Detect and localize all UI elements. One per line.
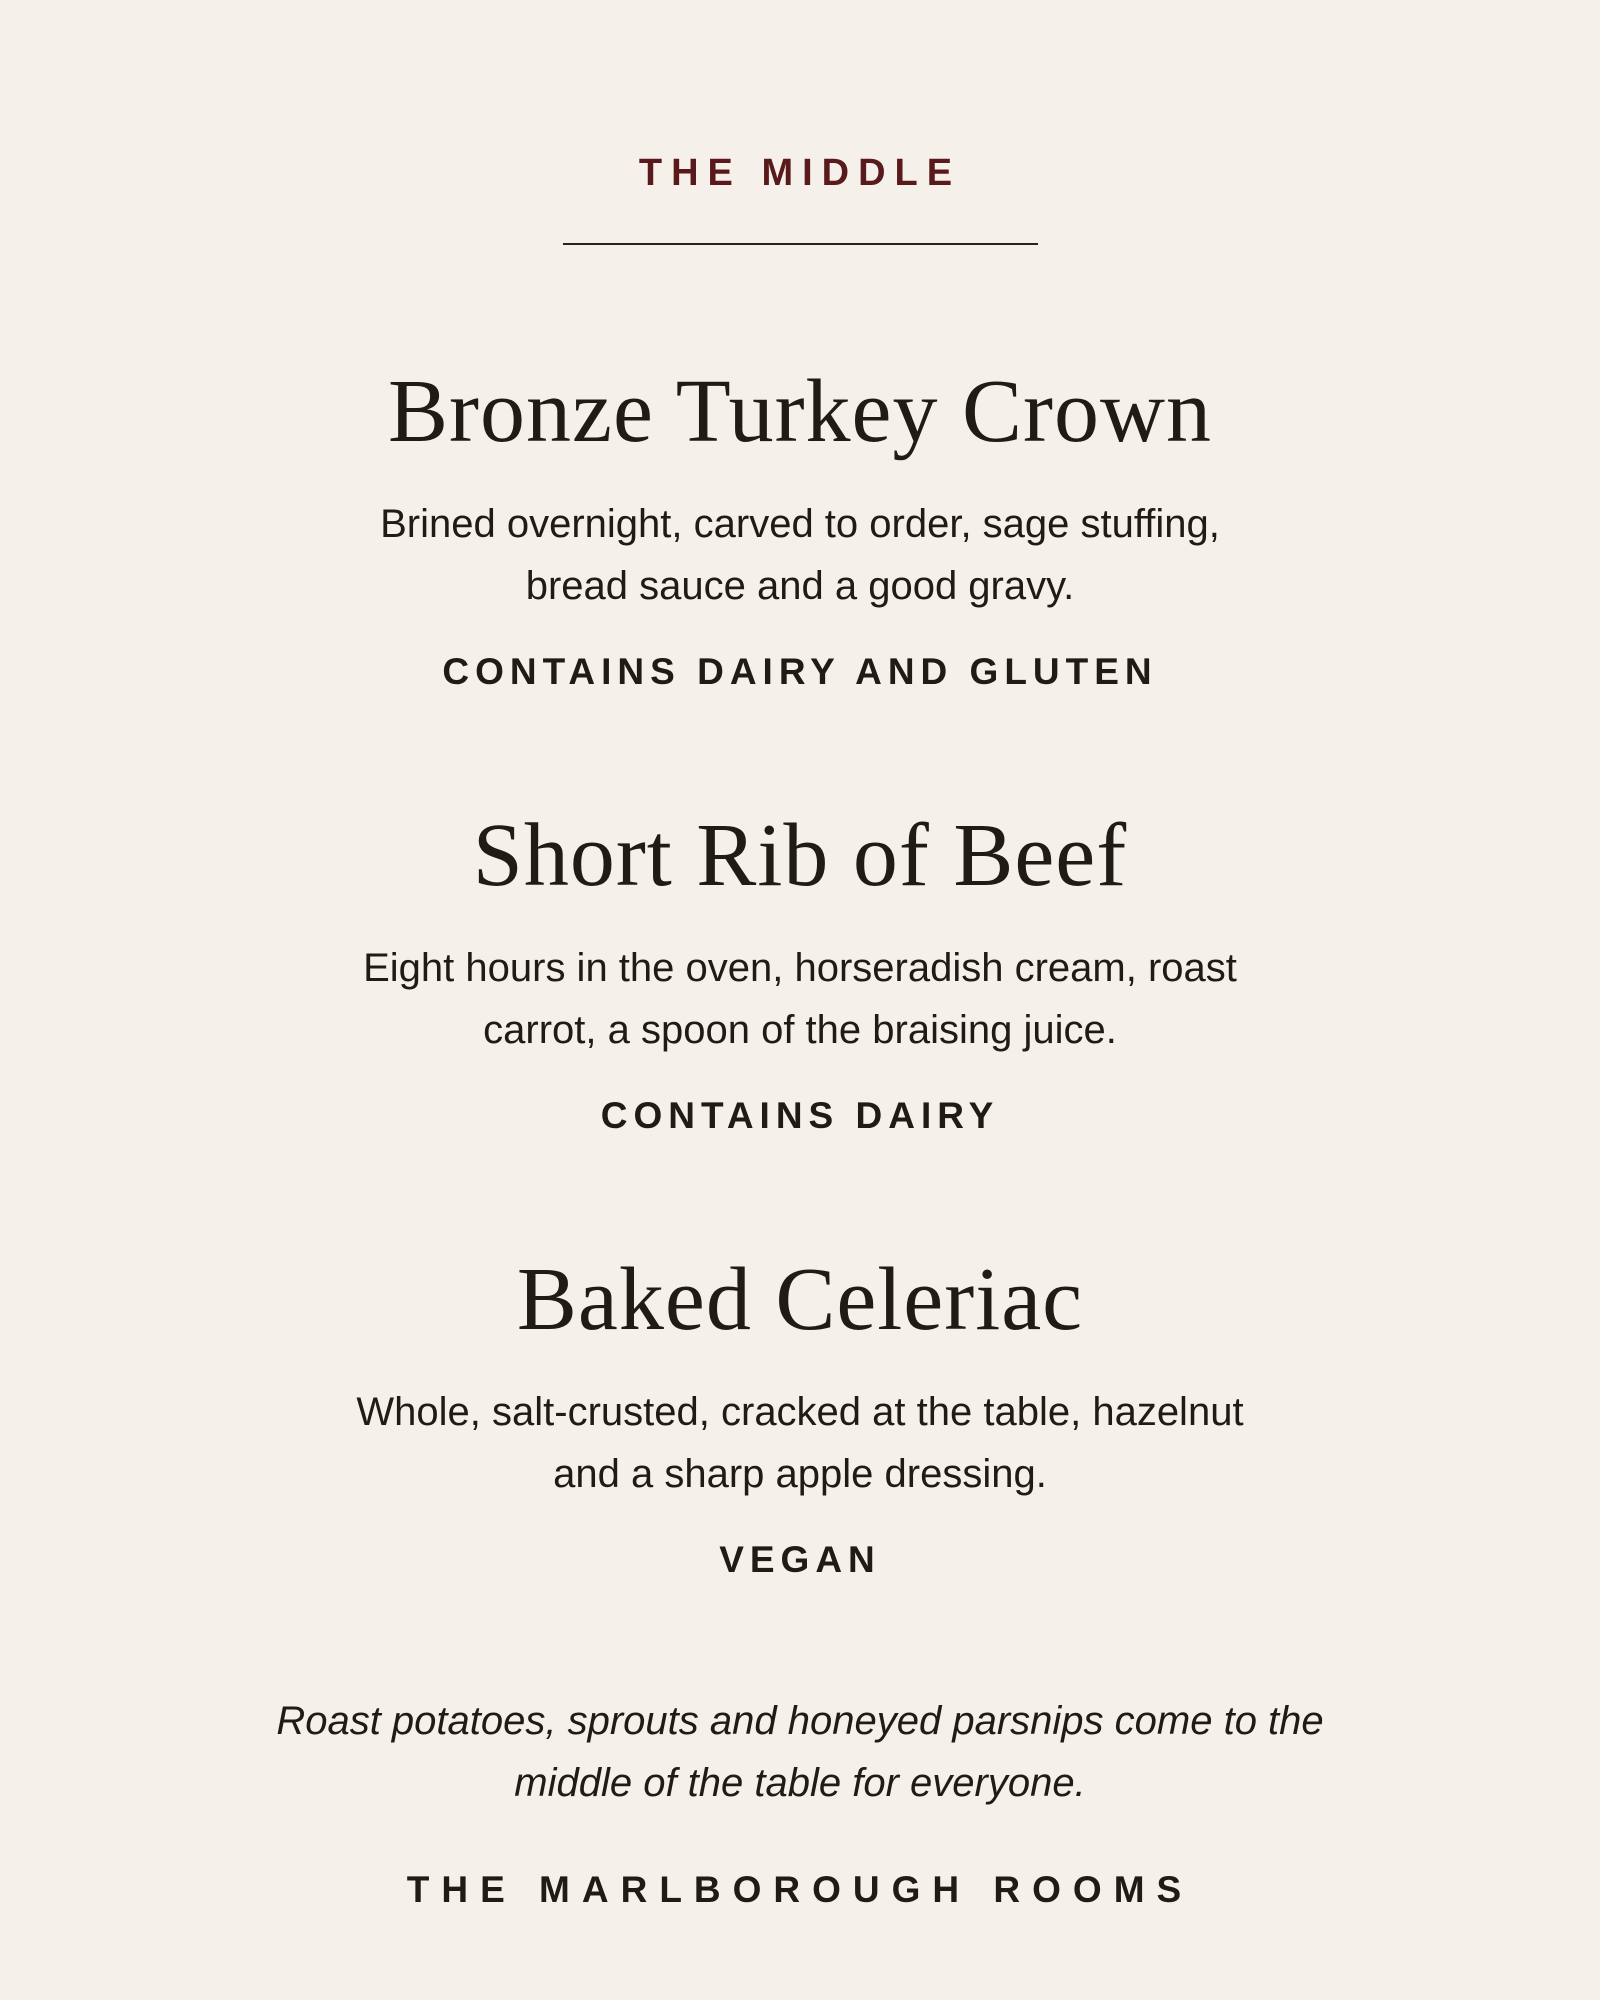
dish-description-line: and a sharp apple dressing. [553, 1452, 1047, 1496]
dish-name-celeriac: Baked Celeriac [516, 1250, 1084, 1349]
dish-description-line: Brined overnight, carved to order, sage stuffing, [380, 502, 1220, 546]
dish-name-turkey: Bronze Turkey Crown [388, 362, 1212, 461]
dish-description-line: Eight hours in the oven, horseradish cream, roast [363, 946, 1237, 990]
dish-description-celeriac [250, 1381, 1350, 1505]
sides-note-line: Roast potatoes, sprouts and honeyed parsnips come to the [276, 1699, 1324, 1743]
dish-description-line: bread sauce and a good gravy. [525, 564, 1075, 608]
dish-description-short-rib [250, 937, 1350, 1061]
dish-description-turkey [250, 493, 1350, 617]
title-divider [563, 243, 1038, 245]
section-title: THE MIDDLE [638, 152, 962, 194]
dish-tag-celeriac: VEGAN [719, 1539, 881, 1580]
dish-tag-turkey: CONTAINS DAIRY AND GLUTEN [442, 651, 1158, 692]
dish-description-line: carrot, a spoon of the braising juice. [483, 1008, 1117, 1052]
dish-tag-short-rib: CONTAINS DAIRY [600, 1095, 1000, 1136]
sides-note [200, 1690, 1400, 1814]
sides-note-line: middle of the table for everyone. [514, 1761, 1086, 1805]
dish-name-short-rib: Short Rib of Beef [472, 806, 1128, 905]
venue-name: THE MARLBOROUGH ROOMS [406, 1869, 1194, 1910]
dish-description-line: Whole, salt-crusted, cracked at the table, hazelnut [356, 1390, 1244, 1434]
